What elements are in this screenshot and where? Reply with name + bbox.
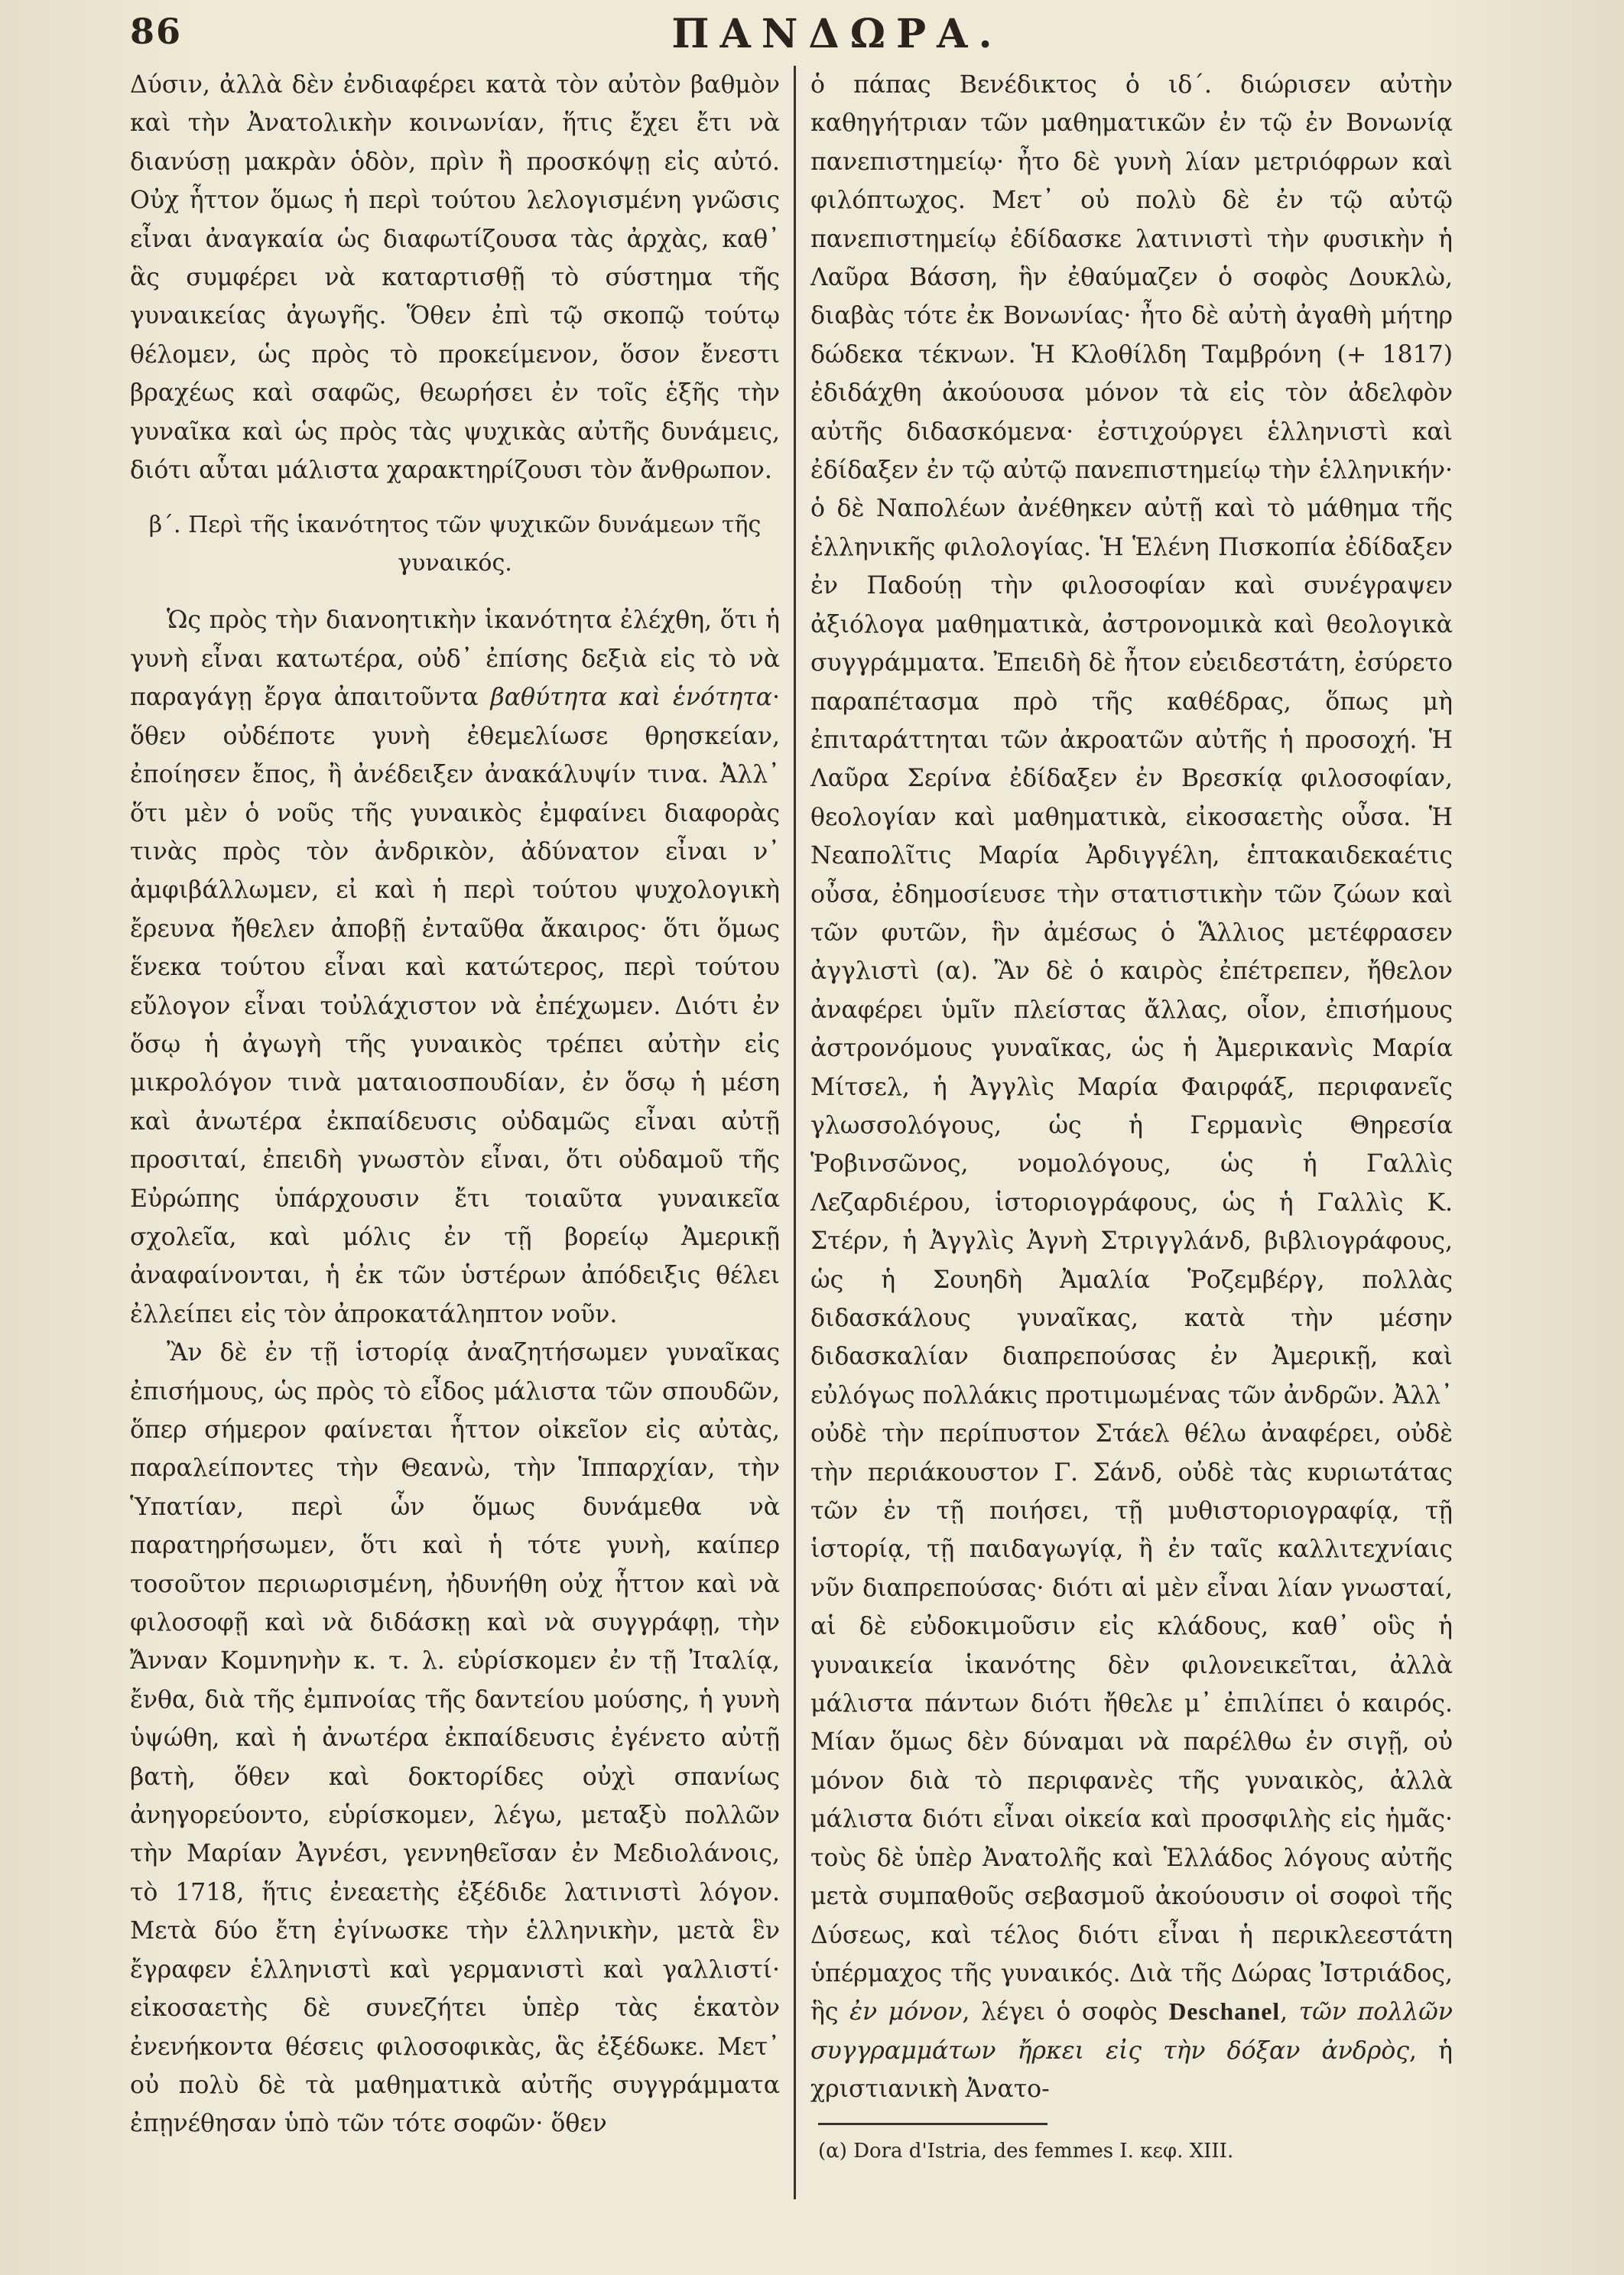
text-run: , ἡ χριστιανικὴ Ἀνατο- xyxy=(810,2036,1453,2104)
paragraph: Δύσιν, ἀλλὰ δὲν ἐνδιαφέρει κατὰ τὸν αὐτὸν βαθμὸν καὶ τὴν Ἀνατολικὴν κοινωνίαν, ἥτις ἔχει ἔτι νὰ διανύσῃ μακρὰν ὁδὸν, πρὶν ἢ προσκόψῃ εἰς αὐτό. Οὐχ ἧττον ὅμως ἡ περὶ τούτου λελογισμένη γνῶσις εἶναι ἀναγκαία ὡς διαφωτίζουσα τὰς ἀρχὰς, καθ᾽ ἃς συμφέρει νὰ καταρτισθῇ τὸ σύστημα τῆς γυναικείας ἀγωγῆς. Ὅθεν ἐπὶ τῷ σκοπῷ τούτῳ θέλομεν, ὡς πρὸς τὸ προκείμενον, ὅσον ἔνεστι βραχέως καὶ σαφῶς, θεωρήσει ἐν τοῖς ἑξῆς τὴν γυναῖκα καὶ ὡς πρὸς τὰς ψυχικὰς αὐτῆς δυνάμεις, διότι αὗται μάλιστα χαρακτηρίζουσι τὸν ἄνθρωπον. xyxy=(130,71,780,485)
left-column xyxy=(130,66,780,2143)
right-column xyxy=(810,66,1453,2166)
text-run: Ἂν δὲ ἐν τῇ ἱστορίᾳ ἀναζητήσωμεν γυναῖκας ἐπισήμους, ὡς πρὸς τὸ εἶδος μάλιστα τῶν σπουδῶν, ὅπερ σήμερον φαίνεται ἧττον οἰκεῖον εἰς αὐτὰς, παραλείποντες τὴν Θεανὼ, τὴν Ἱππαρχίαν, τὴν Ὑπατίαν, περὶ ὧν ὅμως δυνάμεθα νὰ παρατηρήσωμεν, ὅτι καὶ ἡ τότε γυνὴ, καίπερ τοσοῦτον περιωρισμένη, ἠδυνήθη οὐχ ἧττον καὶ νὰ φιλοσοφῇ καὶ νὰ διδάσκῃ καὶ νὰ συγγράφῃ, τὴν Ἄνναν Κομνηνὴν κ. τ. λ. εὑρίσκομεν ἐν τῇ Ἰταλίᾳ, ἔνθα, διὰ τῆς ἐμπνοίας τῆς δαντείου μούσης, ἡ γυνὴ ὑψώθη, καὶ ἡ ἀνωτέρα ἐκπαίδευσις ἐγένετο αὐτῇ βατὴ, ὅθεν καὶ δοκτορίδες οὐχὶ σπανίως ἀνηγορεύοντο, εὑρίσκομεν, λέγω, μεταξὺ πολλῶν τὴν Μαρίαν Ἀγνέσι, γεννηθεῖσαν ἐν Μεδιολάνοις, τὸ xyxy=(130,1339,780,1906)
column-divider xyxy=(794,66,796,2199)
page-number: 86 xyxy=(130,11,183,52)
text-run: , xyxy=(1280,1998,1288,2026)
footnote-rule xyxy=(818,2123,1047,2125)
text-run: , λέγει ὁ σοφὸς xyxy=(962,1998,1158,2026)
text-run: , ἥτις ἐνεαετὴς ἐξέδιδε λατινιστὶ λόγον. Μετὰ δύο ἔτη ἐγίνωσκε τὴν ἑλληνικὴν, μετὰ ἓν ἔγραφεν ἑλληνιστὶ καὶ γερμανιστὶ καὶ γαλλιστί· εἰκοσαετὴς δὲ συνεζήτει ὑπὲρ τὰς ἑκατὸν ἐνενήκοντα θέσεις φιλοσοφικὰς, ἃς ἐξέδωκε. Μετ᾽ οὐ πολὺ δὲ τὰ μαθηματικὰ αὐτῆς συγγράμματα ἐπῃνέθησαν ὑπὸ τῶν τότε σοφῶν· ὅθεν xyxy=(130,1878,780,2138)
section-heading: β΄. Περὶ τῆς ἱκανότητος τῶν ψυχικῶν δυνάμεων τῆς γυναικός. xyxy=(148,512,762,577)
paragraph xyxy=(810,66,1453,2109)
italic-phrase: βαθύτητα καὶ ἑνότητα xyxy=(490,684,772,712)
footnote: (α) Dora d'Istria, des femmes I. κεφ. XIII. xyxy=(818,2139,1234,2163)
text-run: · ὅθεν οὐδέποτε γυνὴ ἐθεμελίωσε θρησκείαν, ἐποίησεν ἔπος, ἢ ἀνέδειξεν ἀνακάλυψίν τινα. Ἀλλ᾽ ὅτι μὲν ὁ νοῦς τῆς γυναικὸς ἐμφαίνει διαφορὰς τινὰς πρὸς τὸν ἀνδρικὸν, ἀδύνατον εἶναι ν᾽ ἀμφιβάλλωμεν, εἰ καὶ ἡ περὶ τούτου ψυχολογικὴ ἔρευνα ἤθελεν ἀποβῇ ἐνταῦθα ἄκαιρος· ὅτι ὅμως ἕνεκα τούτου εἶναι καὶ κατώτερος, περὶ τούτου εὔλογον εἶναι τοὐλάχιστον νὰ ἐπέχωμεν. Διότι ἐν ὅσῳ ἡ ἀγωγὴ τῆς γυναικὸς τρέπει αὐτὴν εἰς μικρολόγον τινὰ ματαιοσπουδίαν, ἐν ὅσῳ ἡ μέση καὶ ἀνωτέρα ἐκπαίδευσις οὐδαμῶς εἶναι αὐτῇ προσιταί, ἐπειδὴ γνωστὸν εἶναι, ὅτι οὐδαμοῦ τῆς Εὐρώπης ὑπάρχουσιν ἔτι τοιαῦτα γυναικεῖα σχολεῖα, καὶ μόλις ἐν τῇ βορείῳ Ἀμερικῇ ἀναφαίνονται, ἡ ἐκ τῶν ὑστέρων ἀπόδειξις θέλει ἐλλείπει εἰς τὸν ἀπροκατάληπτον νοῦν. xyxy=(130,684,781,1328)
text-run: Ὡς πρὸς τὴν διανοητικὴν ἱκανότητα ἐλέχθη, ὅτι ἡ γυνὴ εἶναι κατωτέρα, οὐδ᾽ ἐπίσης δεξιὰ εἰς τὸ νὰ παραγάγῃ ἔργα ἀπαιτοῦντα xyxy=(130,606,780,712)
italic-phrase: ἐν μόνον xyxy=(849,1998,963,2026)
author-name: Deschanel xyxy=(1168,1998,1281,2026)
italic-quote: τῶν πολλῶν συγγραμμάτων ἤρκει εἰς τὴν δόξαν ἀνδρὸς xyxy=(810,1998,1453,2065)
page-header xyxy=(122,11,1552,64)
paragraph xyxy=(130,601,780,1334)
year: 1718 xyxy=(175,1878,237,1906)
paragraph xyxy=(130,1334,780,2143)
text-run: ὁ πάπας Βενέδικτος ὁ ιδ΄. διώρισεν αὐτὴν καθηγήτριαν τῶν μαθηματικῶν ἐν τῷ ἐν Βονωνίᾳ πανεπιστημείῳ· ἦτο δὲ γυνὴ λίαν μετριόφρων καὶ φιλόπτωχος. Μετ᾽ οὐ πολὺ δὲ ἐν τῷ αὐτῷ πανεπιστημείῳ ἐδίδασκε λατινιστὶ τὴν φυσικὴν ἡ Λαῦρα Βάσση, ἣν ἐθαύμαζεν ὁ σοφὸς Δουκλὼ, διαβὰς τότε ἐκ Βονωνίας· ἦτο δὲ αὐτὴ ἀγαθὴ μήτηρ δώδεκα τέκνων. Ἡ Κλοθίλδη Ταμβρόνη (+ 1817) ἐδιδάχθη ἀκούουσα μόνον τὰ εἰς τὸν ἀδελφὸν αὐτῆς διδασκόμενα· ἐστιχούργει ἑλληνιστὶ καὶ ἐδίδαξεν ἐν τῷ αὐτῷ πανεπιστημείῳ τὴν ἑλληνικήν· ὁ δὲ Ναπολέων ἀνέθηκεν αὐτῇ καὶ τὸ μάθημα τῆς ἑλληνικῆς φιλολογίας. Ἡ Ἑλένη Πισκοπία ἐδίδαξεν ἐν Παδούῃ τὴν φιλοσοφίαν καὶ συνέγραψεν ἀξιόλογα μαθηματικὰ, ἀστρονομικὰ καὶ θεολογικὰ συγγράμματα. Ἐπειδὴ δὲ ἦτον εὐειδεστάτη, ἐσύρετο παραπέτασμα πρὸ τῆς καθέδρας, ὅπως μὴ ἐπιταράττηται τῶν ἀκροατῶν αὐτῆς ἡ προσοχή. Ἡ Λαῦρα Σερίνα ἐδίδαξεν ἐν Βρεσκίᾳ φιλοσοφίαν, θεολογίαν καὶ μαθηματικὰ, εἰκοσαετὴς οὖσα. Ἡ Νεαπολῖτις Μαρία Ἀρδιγγέλη, ἑπτακαιδεκαέτις οὖσα, ἐδημοσίευσε τὴν στατιστικὴν τῶν ζώων καὶ τῶν φυτῶν, ἣν ἀμέσως ὁ Ἅλλιος μετέφρασεν ἀγγλιστὶ (α). Ἂν δὲ ὁ καιρὸς ἐπέτρεπεν, ἤθελον ἀναφέρει ὑμῖν πλείστας ἄλλας, οἷον, ἐπισήμους ἀστρονόμους γυναῖκας, ὡς ἡ Ἀμερικανὶς Μαρία Μίτσελ, ἡ Ἀγγλὶς Μαρία Φαιρφάξ, περιφανεῖς γλωσσολόγους, ὡς ἡ Γερμανὶς Θηρεσία Ῥοβινσῶνος, νομολόγους, ὡς ἡ Γαλλὶς Λεζαρδιέρου, ἱστοριογράφους, ὡς ἡ Γαλλὶς Κ. Στέρν, ἡ Ἀγγλὶς Ἀγνὴ Στριγγλάνδ, βιβλιογράφους, ὡς ἡ Σουηδὴ Ἀμαλία Ῥοζεμβέργ, πολλὰς διδασκάλους γυναῖκας, κατὰ τὴν μέσην διδασκαλίαν διαπρεπούσας ἐν Ἀμερικῇ, καὶ εὐλόγως πολλάκις προτιμωμένας τῶν ἀνδρῶν. Ἀλλ᾽ οὐδὲ τὴν περίπυστον Στάελ θέλω ἀναφέρει, οὐδὲ τὴν περιάκουστον Γ. Σάνδ, οὐδὲ τὰς κυριωτάτας τῶν ἐν τῇ ποιήσει, τῇ μυθιστοριογραφίᾳ, τῇ ἱστορίᾳ, τῇ παιδαγωγίᾳ, ἢ ἐν ταῖς καλλιτεχνίαις νῦν διαπρεπούσας· διότι αἱ μὲν εἶναι λίαν γνωσταί, αἱ δὲ εὐδοκιμοῦσιν εἰς κλάδους, καθ᾽ οὓς ἡ γυναικεία ἱκανότης δὲν φιλονεικεῖται, ἀλλὰ μάλιστα πάντων διότι ἤθελε μ᾽ ἐπιλίπει ὁ καιρός. Μίαν ὅμως δὲν δύναμαι νὰ παρέλθω ἐν σιγῇ, οὐ μόνον διὰ τὸ περιφανὲς τῆς γυναικὸς, ἀλλὰ μάλιστα διότι εἶναι οἰκεία καὶ προσφιλὴς εἰς ἡμᾶς· τοὺς δὲ ὑπὲρ Ἀνατολῆς καὶ Ἑλλάδος λόγους αὐτῆς μετὰ συμπαθοῦς σεβασμοῦ ἀκούουσιν οἱ σοφοὶ τῆς Δύσεως, καὶ τέλος διότι εἶναι ἡ περικλεεστάτη ὑπέρμαχος τῆς γυναικός. Διὰ τῆς Δώρας Ἰστριάδος, ἣς xyxy=(810,71,1453,2026)
text-columns xyxy=(130,66,1453,2253)
running-title: ΠΑΝΔΩΡΑ. xyxy=(671,11,1003,57)
